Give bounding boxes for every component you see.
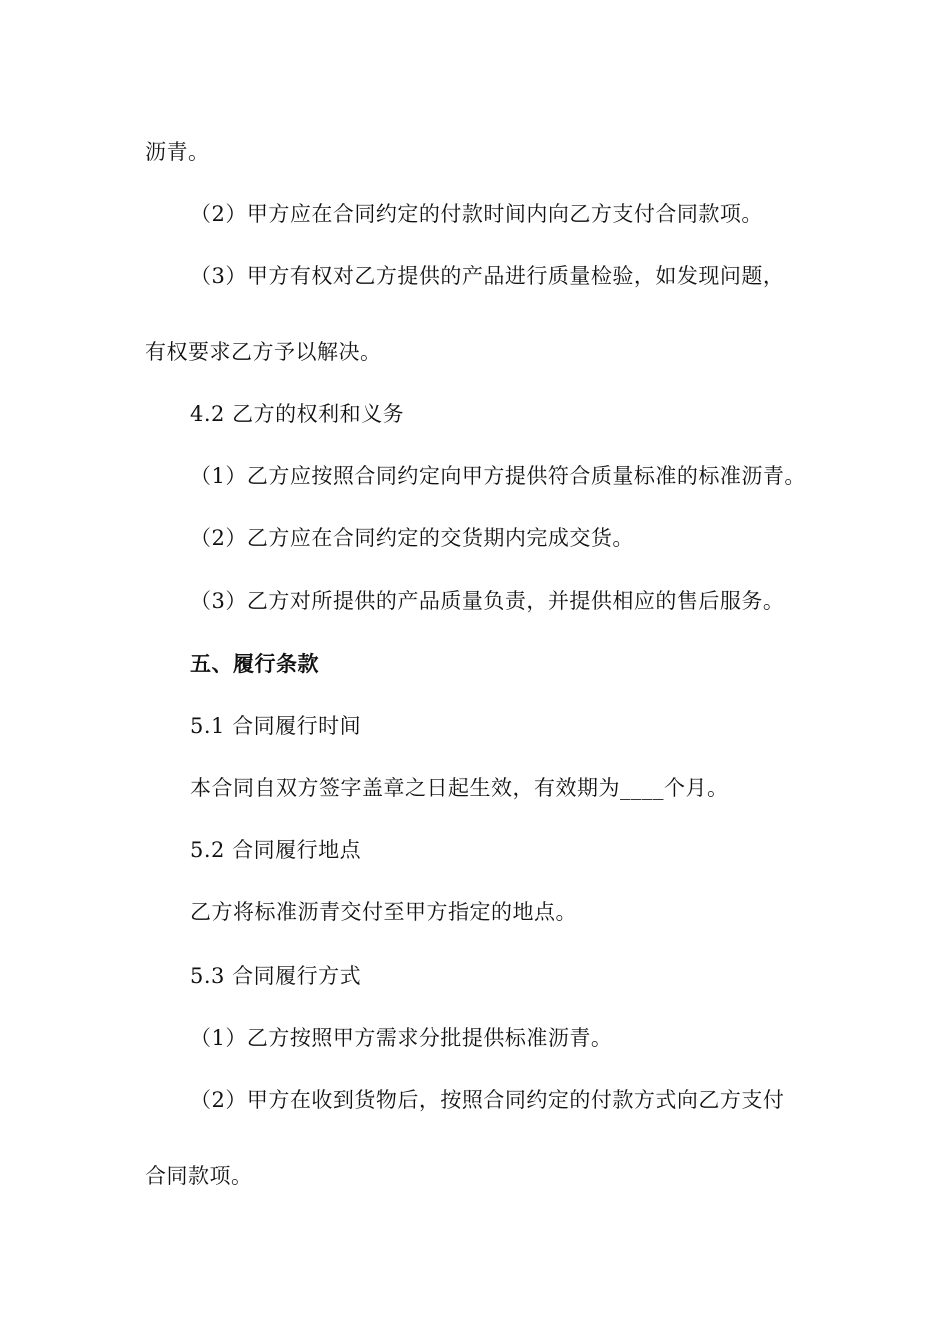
paragraph-line: （2）甲方应在合同约定的付款时间内向乙方支付合同款项。 (190, 202, 763, 226)
paragraph-line: （3）乙方对所提供的产品质量负责，并提供相应的售后服务。 (190, 589, 785, 613)
paragraph-line: （2）甲方在收到货物后，按照合同约定的付款方式向乙方支付 (190, 1088, 785, 1112)
paragraph-line: （2）乙方应在合同约定的交货期内完成交货。 (190, 526, 634, 550)
subsection-title: 5.3 合同履行方式 (190, 964, 362, 988)
paragraph-line: 有权要求乙方予以解决。 (145, 340, 382, 364)
paragraph-line: （1）乙方按照甲方需求分批提供标准沥青。 (190, 1026, 613, 1050)
paragraph-line: （3）甲方有权对乙方提供的产品进行质量检验，如发现问题， (190, 264, 785, 288)
paragraph-line: 合同款项。 (145, 1164, 253, 1188)
subsection-title: 5.1 合同履行时间 (190, 714, 362, 738)
subsection-title: 4.2 乙方的权利和义务 (190, 402, 405, 426)
paragraph-line: 沥青。 (145, 140, 210, 164)
paragraph-line: 本合同自双方签字盖章之日起生效，有效期为____个月。 (190, 776, 729, 800)
subsection-title: 5.2 合同履行地点 (190, 838, 362, 862)
paragraph-line: 乙方将标准沥青交付至甲方指定的地点。 (190, 900, 577, 924)
section-heading: 五、履行条款 (190, 651, 319, 676)
paragraph-line: （1）乙方应按照合同约定向甲方提供符合质量标准的标准沥青。 (190, 464, 806, 488)
